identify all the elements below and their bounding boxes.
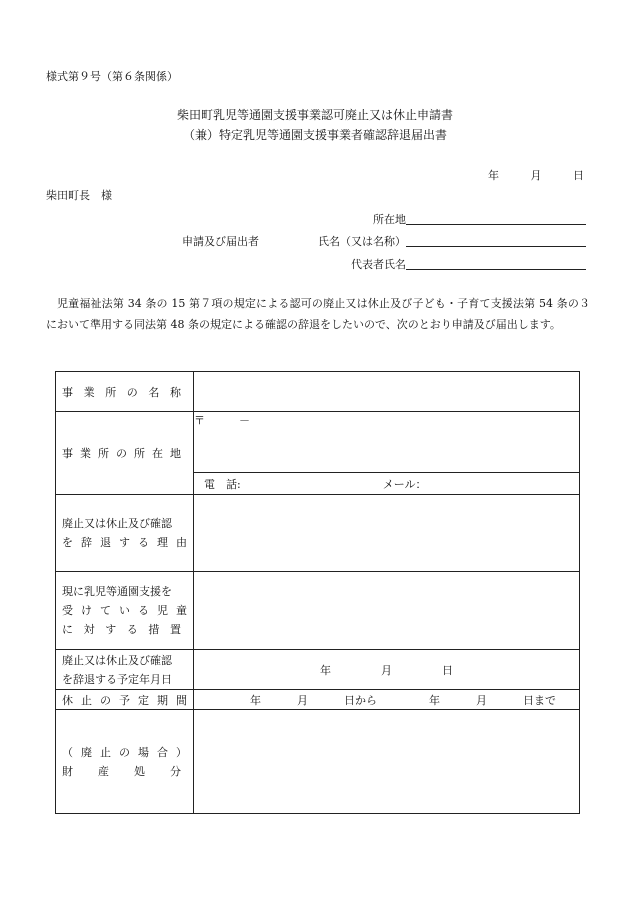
phone-label: 電 話: xyxy=(204,477,241,491)
office-address-label-char: 所 xyxy=(134,447,145,460)
office-name-label-char: の xyxy=(126,385,138,399)
measures-label-char: 措 xyxy=(148,623,160,636)
addressee: 柴田町長 様 xyxy=(46,189,112,202)
property-label-char: 止 xyxy=(100,745,111,759)
measures-label-char: 童 xyxy=(176,604,187,617)
measures-label-char: 受 xyxy=(62,604,73,617)
planned-date-label-line2: を辞退する予定年月日 xyxy=(62,672,172,686)
measures-label-char: る xyxy=(138,604,149,617)
office-name-label-char: 事 xyxy=(62,385,73,399)
address-input-line[interactable] xyxy=(406,212,586,225)
row-reason xyxy=(56,495,580,572)
property-label-char: 分 xyxy=(170,764,181,778)
row-suspension-period xyxy=(56,690,580,710)
measures-label-char: 対 xyxy=(83,623,95,636)
reason-field[interactable] xyxy=(194,495,580,572)
address-label: 所在地 xyxy=(373,213,406,226)
property-label-char: 産 xyxy=(98,764,109,778)
contact-field[interactable] xyxy=(194,473,580,495)
office-name-label-char: 名 xyxy=(148,385,160,399)
application-table xyxy=(55,371,580,814)
office-name-label-char: 業 xyxy=(83,385,95,399)
suspension-label-char: 定 xyxy=(138,693,149,707)
form-number: 様式第９号（第６条関係） xyxy=(46,70,178,83)
property-label-char: 合 xyxy=(157,745,168,759)
from-month: 月 xyxy=(297,693,308,707)
body-text: 児童福祉法第 34 条の 15 第７項の規定による認可の廃止又は休止及び子ども・子育て支援法第 54 条の３において準用する同法第 48 条の規定による確認の辞退をしたいので、次のとおり申請及び届出します。 xyxy=(46,297,590,331)
measures-label-char: て xyxy=(100,604,111,617)
representative-label: 代表者氏名 xyxy=(351,258,406,271)
measures-label-char: 児 xyxy=(157,604,168,617)
row-property xyxy=(56,710,580,814)
office-address-label-char: 在 xyxy=(152,447,163,460)
measures-label-line1: 現に乳児等通園支援を xyxy=(62,585,172,598)
mail-label: メール： xyxy=(382,477,427,491)
planned-month: 月 xyxy=(381,663,392,677)
measures-label-char: す xyxy=(105,623,117,636)
to-month: 月 xyxy=(476,693,487,707)
reason-label-char: 退 xyxy=(100,536,111,549)
office-address-label xyxy=(56,412,194,495)
reason-label-char: 辞 xyxy=(81,536,92,549)
row-office-address xyxy=(56,412,580,473)
reason-label xyxy=(56,495,194,572)
suspension-label-char: 間 xyxy=(176,693,187,707)
office-name-label xyxy=(56,372,194,412)
office-name-label-char: 称 xyxy=(169,385,181,399)
name-label: 氏名（又は名称） xyxy=(318,235,406,248)
office-name-label-char: 所 xyxy=(105,385,117,399)
planned-year: 年 xyxy=(320,663,331,677)
measures-label xyxy=(56,572,194,650)
office-address-label-char: 事 xyxy=(62,447,73,460)
representative-input-line[interactable] xyxy=(406,257,586,270)
submission-date xyxy=(488,167,584,183)
property-label-char: 処 xyxy=(134,764,145,778)
reason-label-char: 理 xyxy=(157,536,168,549)
suspension-label-char: 止 xyxy=(81,693,92,707)
office-address-label-char: 所 xyxy=(98,447,109,460)
zip-dash: － xyxy=(239,414,250,427)
from-year: 年 xyxy=(250,693,261,707)
form-title: 柴田町乳児等通園支援事業認可廃止又は休止申請書 xyxy=(176,108,453,122)
measures-field[interactable] xyxy=(194,572,580,650)
reason-label-char: す xyxy=(119,536,130,549)
measures-label-char: る xyxy=(126,623,138,636)
property-field[interactable] xyxy=(194,710,580,814)
reason-label-line1: 廃止又は休止及び確認 xyxy=(62,517,172,530)
reason-label-char: を xyxy=(62,536,73,549)
planned-date-label xyxy=(56,650,194,690)
to-year: 年 xyxy=(429,693,440,707)
planned-date-field[interactable] xyxy=(194,650,580,690)
to-day: 日まで xyxy=(523,693,556,707)
applicant-group-label: 申請及び届出者 xyxy=(182,235,259,248)
office-address-label-char: 地 xyxy=(170,447,181,460)
property-label-char: 財 xyxy=(62,764,73,778)
row-office-name xyxy=(56,372,580,412)
row-measures xyxy=(56,572,580,650)
property-label-char: 場 xyxy=(138,745,149,759)
measures-label-char: 置 xyxy=(169,623,181,636)
property-label xyxy=(56,710,194,814)
suspension-label xyxy=(56,690,194,710)
suspension-label-char: 休 xyxy=(62,693,73,707)
property-label-char: の xyxy=(119,745,130,759)
property-label-char: ） xyxy=(176,745,187,759)
suspension-label-char: 期 xyxy=(157,693,168,707)
planned-date-label-line1: 廃止又は休止及び確認 xyxy=(62,653,172,667)
date-year: 年 xyxy=(488,169,499,182)
suspension-period-field[interactable] xyxy=(194,690,580,710)
date-month: 月 xyxy=(530,169,542,182)
from-day: 日から xyxy=(344,693,377,707)
form-subtitle: （兼）特定乳児等通園支援事業者確認辞退届出書 xyxy=(182,128,447,142)
row-planned-date xyxy=(56,650,580,690)
measures-label-char: け xyxy=(81,604,92,617)
office-address-field[interactable] xyxy=(194,412,580,473)
property-label-char: （ xyxy=(62,745,73,759)
reason-label-char: る xyxy=(138,536,149,549)
office-name-field[interactable] xyxy=(194,372,580,412)
office-address-label-char: 業 xyxy=(80,447,91,460)
property-label-char: 廃 xyxy=(81,745,92,759)
name-input-line[interactable] xyxy=(406,234,586,247)
planned-day: 日 xyxy=(442,663,453,677)
suspension-label-char: 予 xyxy=(119,693,130,707)
reason-label-char: 由 xyxy=(176,536,187,549)
zip-mark: 〒 xyxy=(194,414,205,427)
date-day: 日 xyxy=(573,169,584,182)
measures-label-char: い xyxy=(119,604,130,617)
measures-label-char: に xyxy=(62,623,73,636)
suspension-label-char: の xyxy=(100,693,111,707)
office-address-label-char: の xyxy=(116,447,127,460)
